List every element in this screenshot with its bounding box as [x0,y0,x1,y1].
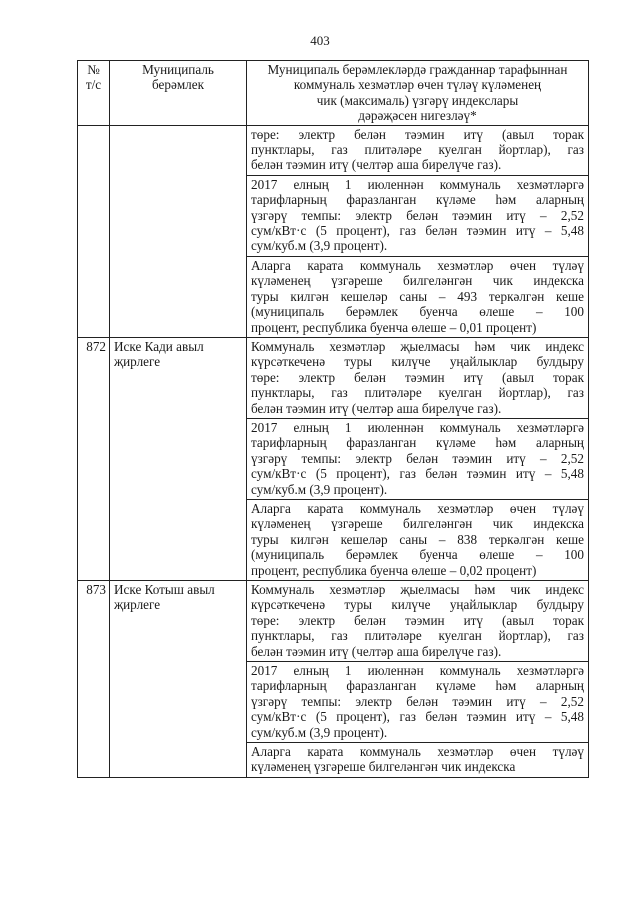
indices-table [77,60,589,778]
paragraph-line: Аларга карата коммуналь хезмәтләр өчен түләү [251,257,584,273]
table-row [78,125,589,337]
paragraph-line: сум/куб.м (3,9 процент). [251,238,388,254]
justification-paragraph [247,500,588,580]
paragraph-line: төре: электр белән тәэмин итү (авыл торак [251,612,584,628]
paragraph-line: сум/кВт·с (5 процент), газ белән тәэмин итү – 5,48 [251,466,584,482]
header-number-line: т/с [85,77,102,93]
paragraph-line: (муниципаль берәмлек буенча өлеше – 100 [251,547,584,563]
paragraph-line: сум/кВт·с (5 процент), газ белән тәэмин итү – 5,48 [251,223,584,239]
paragraph-line: төре: электр белән тәэмин итү (авыл торак [251,126,584,142]
header-description [247,61,589,126]
paragraph-line: 2017 елның 1 июленнән коммуналь хезмәтләргә [251,419,584,435]
paragraph-line: үзгәрү темпы: электр белән тәэмин итү – 2,52 [251,693,584,709]
justification-cell [247,337,589,580]
municipality-name-line: Иске Котыш авыл [114,582,215,597]
paragraph-line: (муниципаль берәмлек буенча өлеше – 100 [251,304,584,320]
paragraph-line: пунктлары, газ плитәләре куелган йортлар), газ [251,142,584,158]
paragraph-line: пунктлары, газ плитәләре куелган йортлар), газ [251,628,584,644]
paragraph-line: Аларга карата коммуналь хезмәтләр өчен түләү [251,744,584,760]
paragraph-line: Коммуналь хезмәтләр җыелмасы һәм чик индекс [251,338,584,354]
justification-cell [247,125,589,337]
paragraph-line: 2017 елның 1 июленнән коммуналь хезмәтләргә [251,176,584,192]
justification-paragraph [247,662,588,743]
paragraph-line: күрсәткеченә туры килүче уңайлыклар булдыру [251,597,584,613]
paragraph-line: тарифларның фаразланган күләме һәм аларның [251,435,584,451]
header-number [78,61,110,126]
paragraph-line: белән тәэмин итү (челтәр аша бирелүче газ). [251,157,502,173]
municipality-name-line: Иске Кади авыл [114,338,204,354]
paragraph-line: сум/куб.м (3,9 процент). [251,724,388,740]
municipality-name [110,581,247,778]
header-municipality-line: Муниципаль [142,62,214,77]
row-number: 872 [78,337,110,580]
paragraph-line: процент, республика буенча өлеше – 0,01 процент) [251,319,537,335]
header-municipality [110,61,247,126]
justification-paragraph [247,338,588,419]
paragraph-line: Аларга карата коммуналь хезмәтләр өчен түләү [251,500,584,516]
justification-paragraph [247,126,588,176]
paragraph-line: төре: электр белән тәэмин итү (авыл торак [251,369,584,385]
paragraph-line: күләменең үзгәреше билгеләнгән чик индекска [251,516,584,532]
paragraph-line: күрсәткеченә туры килүче уңайлыклар булдыру [251,354,584,370]
justification-paragraph [247,257,588,337]
table-row [78,581,589,778]
table-header-row [78,61,589,126]
paragraph-line: күләменең үзгәреше билгеләнгән чик индекска [251,273,584,289]
table-body [78,125,589,777]
paragraph-line: белән тәэмин итү (челтәр аша бирелүче газ). [251,643,502,659]
table-row [78,337,589,580]
header-description-line: чик (максималь) үзгәрү индекслары [316,92,519,108]
paragraph-line: үзгәрү темпы: электр белән тәэмин итү – 2,52 [251,450,584,466]
paragraph-line: үзгәрү темпы: электр белән тәэмин итү – 2,52 [251,207,584,223]
header-description-line: дәрәҗәсен нигезләү* [358,108,477,124]
justification-paragraph [247,581,588,662]
municipality-name [110,125,247,337]
paragraph-line: күләменең үзгәреше билгеләнгән чик индекска [251,759,516,775]
justification-paragraph [247,743,588,777]
paragraph-line: туры килгән кешеләр саны – 838 теркәлгән кеше [251,531,584,547]
paragraph-line: белән тәэмин итү (челтәр аша бирелүче газ). [251,400,502,416]
paragraph-line: сум/куб.м (3,9 процент). [251,481,388,497]
page-number: 403 [310,33,330,48]
municipality-name-line: җирлеге [114,354,161,370]
header-number-line: № [87,62,100,77]
justification-paragraph [247,176,588,257]
paragraph-line: тарифларның фаразланган күләме һәм аларның [251,678,584,694]
paragraph-line: пунктлары, газ плитәләре куелган йортлар), газ [251,385,584,401]
header-description-line: Муниципаль берәмлекләрдә гражданнар тарафыннан [267,62,568,77]
paragraph-line: Коммуналь хезмәтләр җыелмасы һәм чик индекс [251,582,584,597]
header-municipality-line: берәмлек [151,77,205,93]
paragraph-line: 2017 елның 1 июленнән коммуналь хезмәтләргә [251,663,584,679]
paragraph-line: тарифларның фаразланган күләме һәм аларның [251,192,584,208]
paragraph-line: сум/кВт·с (5 процент), газ белән тәэмин итү – 5,48 [251,709,584,725]
justification-paragraph [247,419,588,500]
municipality-name [110,337,247,580]
justification-cell [247,581,589,778]
row-number: 873 [78,581,110,778]
municipality-name-line: җирлеге [114,597,161,613]
row-number [78,125,110,337]
header-description-line: коммуналь хезмәтләр өчен түләү күләменең [293,77,542,93]
paragraph-line: процент, республика буенча өлеше – 0,02 процент) [251,562,537,578]
paragraph-line: туры килгән кешеләр саны – 493 теркәлгән кеше [251,288,584,304]
